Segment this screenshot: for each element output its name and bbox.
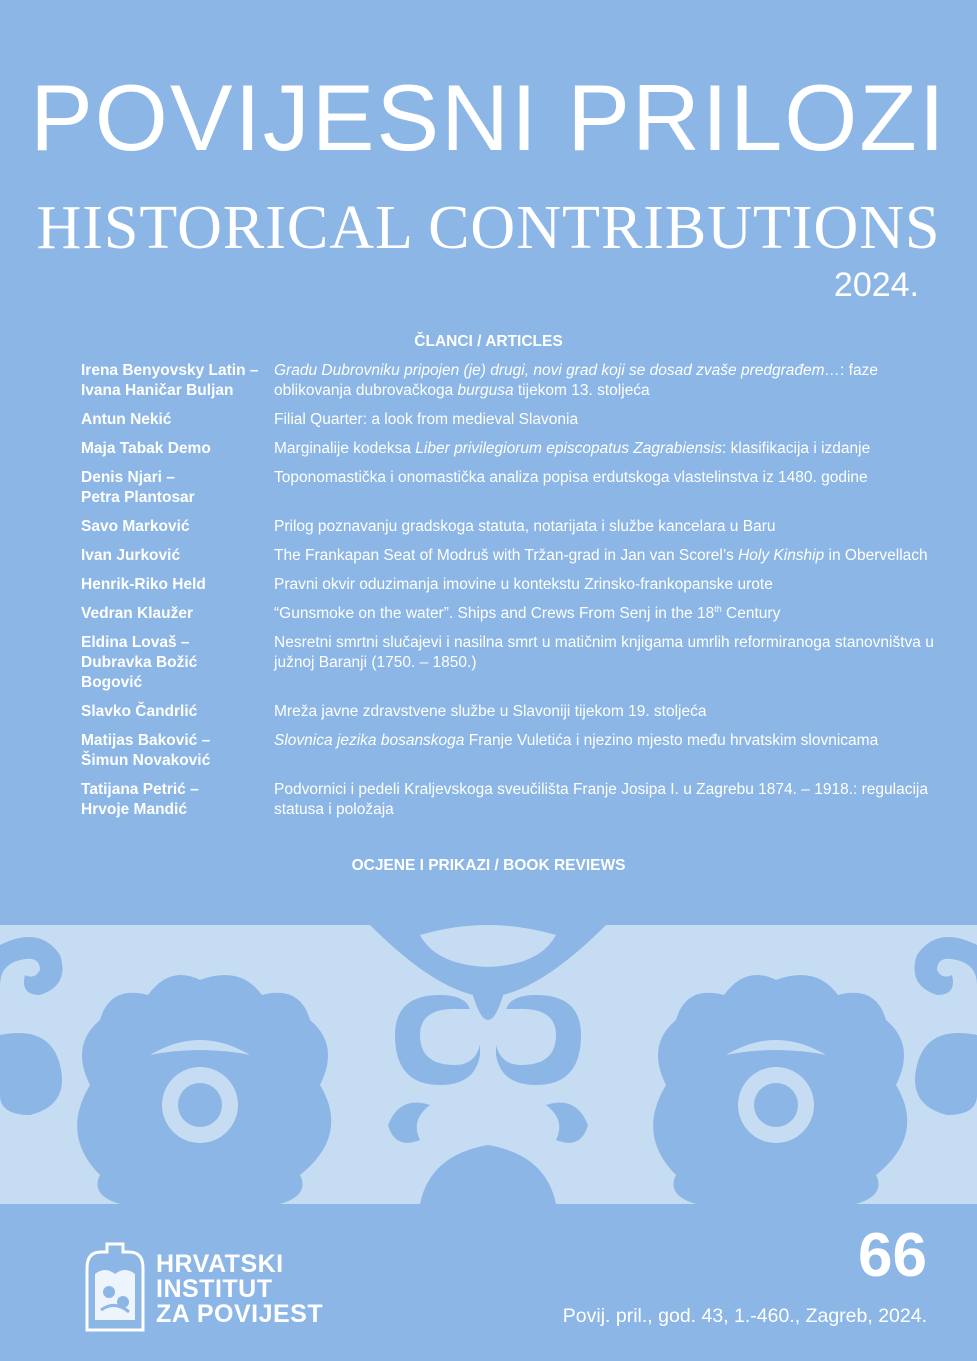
ornamental-pattern <box>0 925 977 1204</box>
article-authors <box>81 604 274 624</box>
title-fragment: Prilog poznavanju gradskoga statuta, notarijata i službe kancelara u Baru <box>274 518 776 535</box>
article-authors <box>81 410 274 430</box>
article-entry <box>81 361 941 401</box>
author-line: Slavko Čandrlić <box>81 703 198 720</box>
title-fragment: Mreža javne zdravstvene službe u Slavoniji tijekom 19. stoljeća <box>274 703 707 720</box>
castle-tower-icon <box>81 1240 149 1332</box>
article-entry <box>81 439 941 459</box>
reviews-heading: OCJENE I PRIKAZI / BOOK REVIEWS <box>351 857 626 874</box>
journal-subtitle: HISTORICAL CONTRIBUTIONS <box>36 194 941 262</box>
title-fragment: th <box>714 603 722 614</box>
publisher-line: ZA POVIJEST <box>156 1300 324 1328</box>
article-authors <box>81 702 274 722</box>
author-line: Bogović <box>81 674 143 691</box>
author-line: Petra Plantosar <box>81 489 195 506</box>
article-title <box>274 410 941 430</box>
article-authors <box>81 780 274 820</box>
issue-citation: Povij. pril., god. 43, 1.-460., Zagreb, 2024. <box>562 1305 927 1327</box>
title-fragment: Liber privilegiorum episcopatus Zagrabiensis <box>415 440 723 457</box>
article-title <box>274 517 941 537</box>
title-fragment: Podvornici i pedeli Kraljevskoga sveučilišta Franje Josipa I. u Zagrebu 1874. – 1918.: regulacija statusa i položaja <box>274 781 928 818</box>
author-line: Denis Njari – <box>81 469 175 486</box>
author-line: Ivan Jurković <box>81 547 181 564</box>
article-entry <box>81 546 941 566</box>
article-title <box>274 575 941 595</box>
title-fragment: Holy Kinship <box>738 547 825 564</box>
article-authors <box>81 633 274 693</box>
article-title <box>274 546 941 566</box>
title-fragment: Gradu Dubrovniku pripojen (je) drugi, novi grad koji se dosad zvaše predgrađem… <box>274 362 841 379</box>
title-fragment: Marginalije kodeksa <box>274 440 416 457</box>
title-fragment: Filial Quarter: a look from medieval Slavonia <box>274 411 579 428</box>
article-authors <box>81 468 274 508</box>
author-line: Dubravka Božić <box>81 654 198 671</box>
author-line: Antun Nekić <box>81 411 172 428</box>
article-entry <box>81 633 941 693</box>
publisher-line: INSTITUT <box>156 1275 273 1303</box>
article-title <box>274 633 941 693</box>
title-fragment: in Obervellach <box>824 547 928 564</box>
title-fragment: burgusa <box>457 382 514 399</box>
article-entry <box>81 604 941 624</box>
title-fragment: Toponomastička i onomastička analiza popisa erdutskoga vlastelinstva iz 1480. godine <box>274 469 868 486</box>
article-authors <box>81 517 274 537</box>
article-title <box>274 702 941 722</box>
author-line: Šimun Novaković <box>81 752 211 769</box>
title-fragment: Franje Vuletića i njezino mjesto među hrvatskim slovnicama <box>464 732 879 749</box>
journal-title: POVIJESNI PRILOZI <box>30 65 947 170</box>
article-authors <box>81 731 274 771</box>
author-line: Hrvoje Mandić <box>81 801 187 818</box>
title-fragment: Pravni okvir oduzimanja imovine u kontekstu Zrinsko-frankopanske urote <box>274 576 773 593</box>
title-fragment: tijekom 13. stoljeća <box>513 382 650 399</box>
title-fragment: Century <box>721 605 781 622</box>
article-title <box>274 604 941 624</box>
article-title <box>274 361 941 401</box>
article-authors <box>81 361 274 401</box>
title-fragment: : klasifikacija i izdanje <box>722 440 871 457</box>
title-fragment: : faze oblikovanja dubrovačkoga <box>274 362 878 399</box>
issue-number: 66 <box>858 1221 927 1290</box>
article-entry <box>81 468 941 508</box>
articles-heading: ČLANCI / ARTICLES <box>414 333 563 350</box>
author-line: Vedran Klaužer <box>81 605 193 622</box>
title-fragment: “Gunsmoke on the water”. Ships and Crews From Senj in the 18 <box>274 605 715 622</box>
publisher-name <box>156 1252 323 1327</box>
author-line: Matijas Baković – <box>81 732 211 749</box>
publisher-line: HRVATSKI <box>156 1250 284 1278</box>
article-entry <box>81 702 941 722</box>
article-title <box>274 731 941 771</box>
title-fragment: Nesretni smrtni slučajevi i nasilna smrt u matičnim knjigama umrlih reformiranoga stanovništva u južnoj Baranji (1750. – 1850.) <box>274 634 934 671</box>
article-entry <box>81 410 941 430</box>
author-line: Henrik-Riko Held <box>81 576 206 593</box>
table-of-contents <box>81 361 941 829</box>
article-title <box>274 468 941 508</box>
author-line: Savo Marković <box>81 518 190 535</box>
article-entry <box>81 517 941 537</box>
author-line: Irena Benyovsky Latin – <box>81 362 259 379</box>
article-entry <box>81 575 941 595</box>
article-entry <box>81 780 941 820</box>
article-authors <box>81 546 274 566</box>
author-line: Eldina Lovaš – <box>81 634 190 651</box>
article-title <box>274 780 941 820</box>
article-authors <box>81 575 274 595</box>
title-fragment: The Frankapan Seat of Modruš with Tržan-grad in Jan van Scorel’s <box>274 547 739 564</box>
title-fragment: Slovnica jezika bosanskoga <box>274 732 465 749</box>
article-title <box>274 439 941 459</box>
author-line: Maja Tabak Demo <box>81 440 211 457</box>
article-entry <box>81 731 941 771</box>
journal-year: 2024. <box>833 266 919 304</box>
author-line: Ivana Haničar Buljan <box>81 382 234 399</box>
author-line: Tatijana Petrić – <box>81 781 199 798</box>
article-authors <box>81 439 274 459</box>
